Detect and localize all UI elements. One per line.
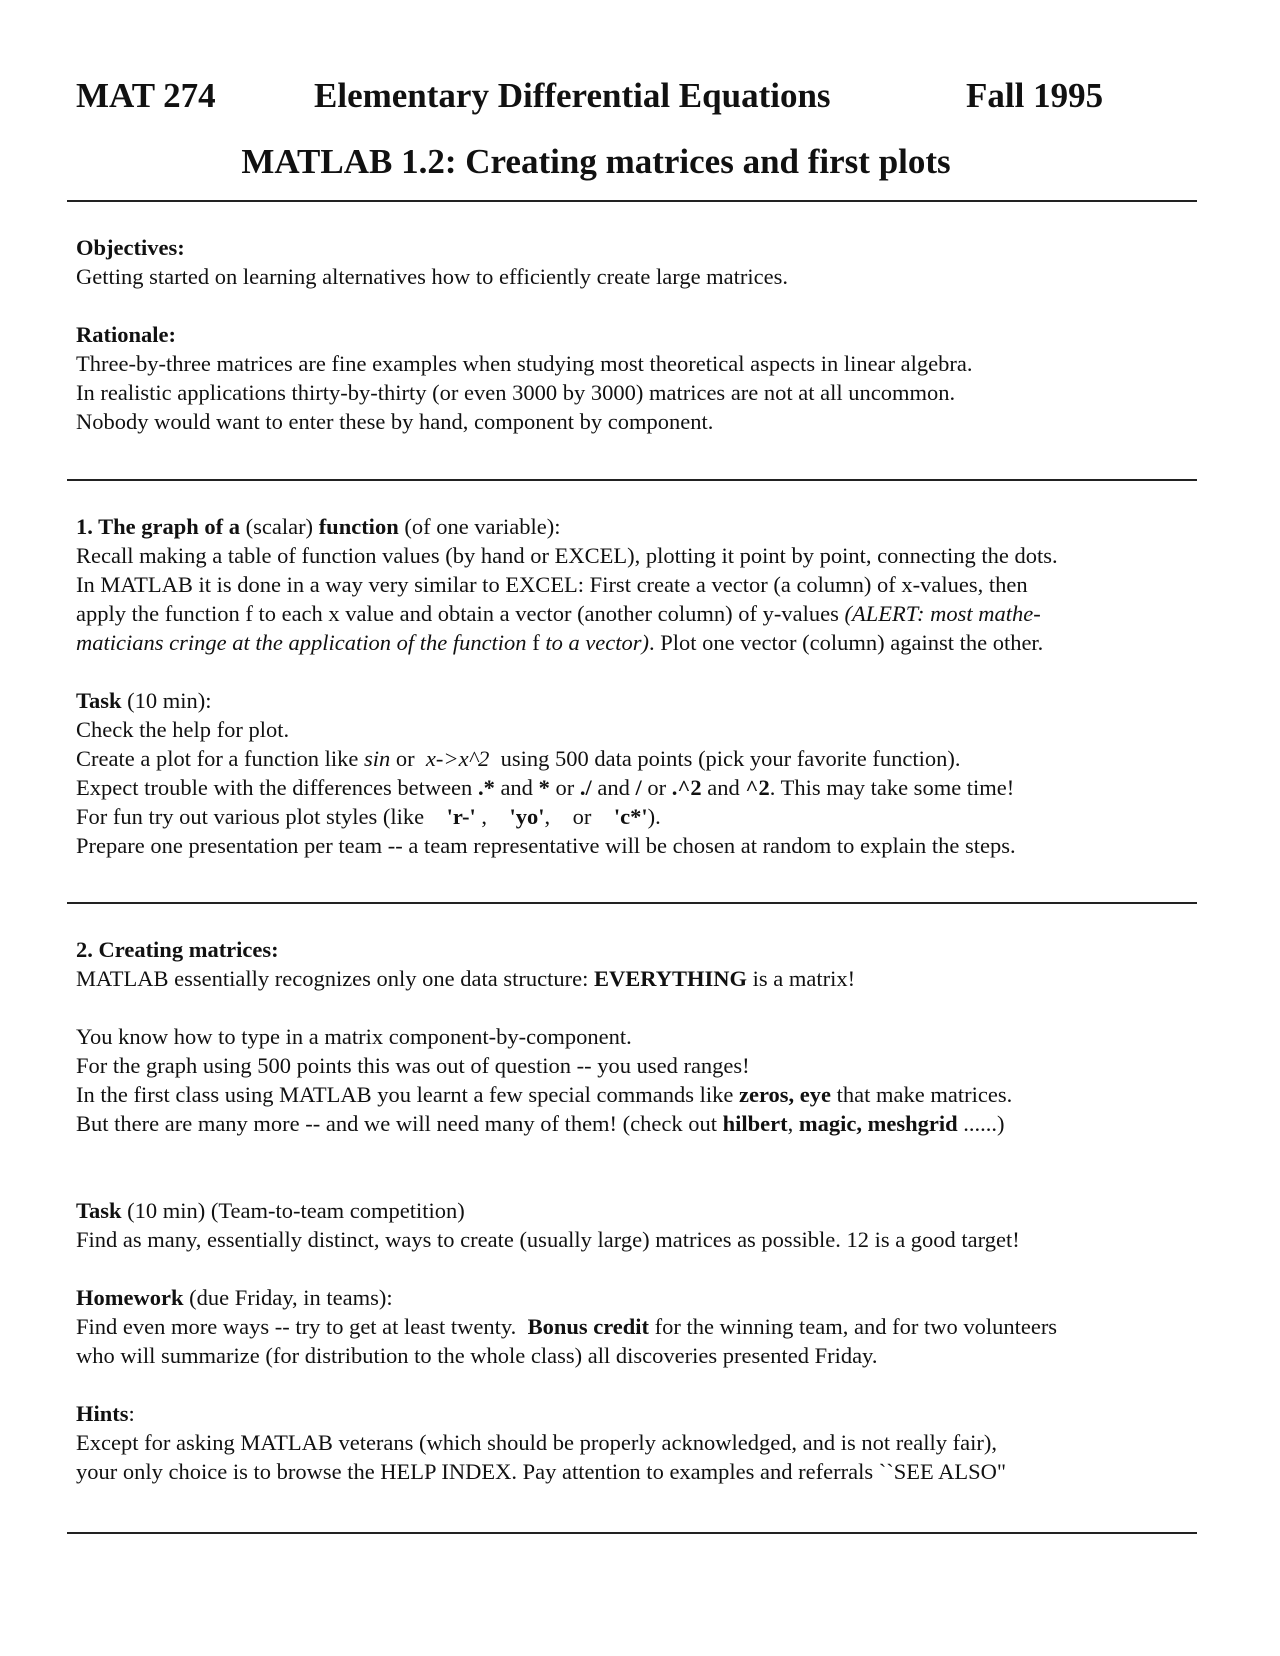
section-1-task: [76, 686, 1206, 860]
homework-line-2: who will summarize (for distribution to the whole class) all discoveries presented Friday.: [76, 1343, 878, 1368]
section-2-para-4: But there are many more -- and we will need many of them! (check out hilbert, magic, meshgrid ......): [76, 1111, 1005, 1136]
task-2-text: Find as many, essentially distinct, ways to create (usually large) matrices as possible. 12 is a good target!: [76, 1227, 1020, 1252]
divider-3: [67, 902, 1197, 904]
section-2-line-1: MATLAB essentially recognizes only one data structure: EVERYTHING is a matrix!: [76, 966, 856, 991]
homework-section: [76, 1283, 1206, 1370]
task-1-line-4: For fun try out various plot styles (like 'r-' , 'yo', or 'c*').: [76, 804, 661, 829]
course-term: Fall 1995: [966, 76, 1104, 115]
divider-1: [67, 200, 1197, 202]
section-1-line-3: apply the function f to each x value and obtain a vector (another column) of y-values (ALERT: most mathe-: [76, 601, 1041, 626]
divider-4: [67, 1532, 1197, 1534]
task-1-line-5: Prepare one presentation per team -- a team representative will be chosen at random to explain the steps.: [76, 833, 1016, 858]
rationale-heading: Rationale:: [76, 322, 176, 347]
section-2-para-3: In the first class using MATLAB you learnt a few special commands like zeros, eye that make matrices.: [76, 1082, 1013, 1107]
rationale-line-2: In realistic applications thirty-by-thirty (or even 3000 by 3000) matrices are not at all uncommon.: [76, 380, 956, 405]
rationale-section: [76, 320, 1206, 436]
task-2-heading: Task (10 min) (Team-to-team competition): [76, 1198, 465, 1223]
section-2: [76, 935, 1206, 993]
course-header: [76, 76, 1116, 124]
hints-line-1: Except for asking MATLAB veterans (which should be properly acknowledged, and is not really fair),: [76, 1430, 997, 1455]
section-1-heading: 1. The graph of a (scalar) function (of one variable):: [76, 514, 561, 539]
worksheet-title: MATLAB 1.2: Creating matrices and first plots: [241, 142, 951, 181]
course-title: Elementary Differential Equations: [314, 76, 831, 115]
task-1-heading: Task (10 min):: [76, 688, 212, 713]
task-1-line-1: Check the help for plot.: [76, 717, 290, 742]
section-1-line-4: maticians cringe at the application of the function f to a vector). Plot one vector (column) against the other.: [76, 630, 1044, 655]
rationale-line-3: Nobody would want to enter these by hand, component by component.: [76, 409, 714, 434]
section-2-para-1: You know how to type in a matrix component-by-component.: [76, 1024, 632, 1049]
hints-section: [76, 1399, 1206, 1486]
section-1: [76, 512, 1206, 657]
homework-heading: Homework (due Friday, in teams):: [76, 1285, 393, 1310]
course-number: MAT 274: [76, 76, 216, 115]
objectives-text: Getting started on learning alternatives how to efficiently create large matrices.: [76, 264, 789, 289]
objectives-section: [76, 233, 1206, 291]
section-1-line-2: In MATLAB it is done in a way very similar to EXCEL: First create a vector (a column) of x-values, then: [76, 572, 1028, 597]
task-1-line-2: Create a plot for a function like sin or x->x^2 using 500 data points (pick your favorite function).: [76, 746, 961, 771]
hints-line-2: your only choice is to browse the HELP INDEX. Pay attention to examples and referrals ``SEE ALSO": [76, 1459, 1007, 1484]
objectives-heading: Objectives:: [76, 235, 185, 260]
section-2-para-2: For the graph using 500 points this was out of question -- you used ranges!: [76, 1053, 750, 1078]
section-2-task: [76, 1196, 1206, 1254]
section-2-body: [76, 1022, 1206, 1138]
divider-2: [67, 479, 1197, 481]
homework-line-1: Find even more ways -- try to get at least twenty. Bonus credit for the winning team, and for two volunteers: [76, 1314, 1058, 1339]
section-2-heading: 2. Creating matrices:: [76, 937, 279, 962]
section-1-line-1: Recall making a table of function values (by hand or EXCEL), plotting it point by point, connecting the dots.: [76, 543, 1058, 568]
hints-heading: Hints:: [76, 1401, 135, 1426]
rationale-line-1: Three-by-three matrices are fine examples when studying most theoretical aspects in linear algebra.: [76, 351, 973, 376]
task-1-line-3: Expect trouble with the differences between .* and * or ./ and / or .^2 and ^2. This may take some time!: [76, 775, 1015, 800]
